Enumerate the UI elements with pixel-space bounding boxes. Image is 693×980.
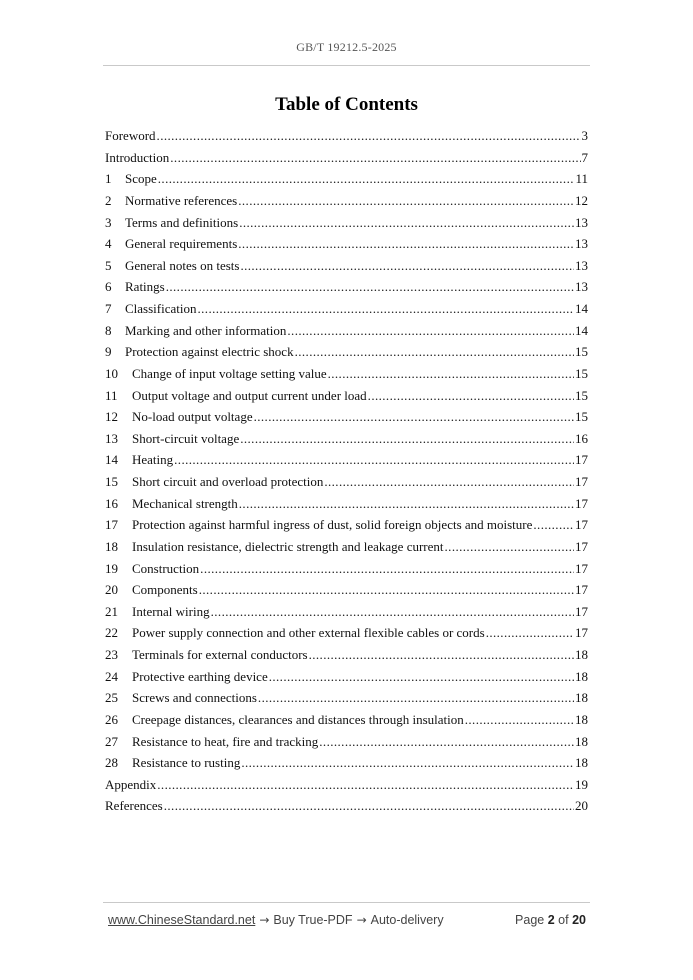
toc-entry-page: 15	[575, 344, 588, 360]
toc-dot-leader	[200, 558, 574, 580]
toc-entry-page: 11	[575, 171, 588, 187]
toc-entry-number: 23	[105, 647, 118, 662]
toc-dot-leader	[158, 168, 575, 190]
toc-dot-leader	[258, 687, 574, 709]
toc-entry-title: Heating	[132, 452, 174, 468]
toc-entry[interactable]	[105, 601, 588, 623]
toc-entry[interactable]	[105, 471, 588, 493]
toc-title: Table of Contents	[275, 94, 418, 115]
toc-entry-number: 27	[105, 733, 118, 749]
toc-entry-page: 17	[575, 452, 588, 468]
page-total: 20	[572, 913, 586, 927]
toc-entry-number: 15	[105, 474, 118, 489]
toc-entry-number: 19	[105, 560, 118, 576]
page-indicator	[515, 913, 586, 927]
header-divider	[103, 65, 590, 66]
toc-entry-title: Creepage distances, clearances and distances through insulation	[132, 711, 464, 727]
toc-dot-leader	[211, 601, 574, 623]
toc-dot-leader	[198, 298, 575, 320]
toc-entry-page: 17	[575, 603, 588, 619]
toc-entry-page: 18	[575, 690, 588, 706]
toc-dot-leader	[295, 341, 574, 363]
toc-entry[interactable]	[105, 385, 588, 407]
toc-entry-title: Short circuit and overload protection	[132, 474, 324, 489]
toc-entry-title: Insulation resistance, dielectric strength and leakage current	[132, 538, 444, 554]
toc-entry-number: 3	[105, 214, 112, 230]
toc-entry-page: 13	[575, 214, 588, 230]
toc-entry-number: 4	[105, 236, 112, 252]
toc-entry[interactable]	[105, 233, 588, 255]
toc-entry-number: 28	[105, 755, 118, 771]
toc-entry-title: References	[105, 798, 163, 814]
toc-entry-page: 17	[575, 625, 588, 641]
toc-entry-number: 18	[105, 538, 118, 554]
toc-entry-page: 17	[575, 560, 588, 576]
toc-entry[interactable]	[105, 514, 588, 536]
toc-entry-title: Scope	[125, 171, 157, 187]
right-arrow-icon: →	[356, 913, 367, 927]
toc-entry-page: 7	[581, 149, 588, 165]
toc-entry[interactable]	[105, 449, 588, 471]
toc-entry-title: General requirements	[125, 236, 238, 252]
toc-entry-number: 7	[105, 301, 112, 316]
toc-entry-page: 18	[575, 733, 588, 749]
toc-entry-title: Marking and other information	[125, 322, 287, 338]
toc-dot-leader	[239, 212, 574, 234]
toc-entry[interactable]	[105, 428, 588, 450]
toc-entry-number: 26	[105, 711, 118, 727]
toc-entry[interactable]	[105, 579, 588, 601]
table-of-contents	[105, 125, 588, 817]
toc-entry[interactable]	[105, 255, 588, 277]
footer-links	[108, 913, 444, 927]
toc-entry-title: Terminals for external conductors	[132, 647, 308, 662]
toc-entry-number: 12	[105, 409, 118, 425]
toc-entry-number: 9	[105, 344, 112, 360]
toc-entry-title: Resistance to heat, fire and tracking	[132, 733, 319, 749]
toc-dot-leader	[309, 644, 574, 666]
page-footer	[108, 913, 586, 927]
toc-entry[interactable]	[105, 795, 588, 817]
toc-entry-number: 20	[105, 582, 118, 598]
toc-dot-leader	[238, 233, 574, 255]
toc-dot-leader	[240, 255, 574, 277]
toc-dot-leader	[240, 428, 574, 450]
toc-entry[interactable]	[105, 731, 588, 753]
toc-entry-number: 13	[105, 430, 118, 446]
footer-divider	[103, 902, 590, 903]
toc-entry-page: 17	[575, 495, 588, 511]
toc-entry-number: 6	[105, 279, 112, 295]
toc-entry-number: 21	[105, 603, 118, 619]
toc-dot-leader	[328, 363, 574, 385]
toc-entry-title: Appendix	[105, 776, 157, 792]
toc-entry-title: Screws and connections	[132, 690, 257, 706]
right-arrow-icon: →	[259, 913, 270, 927]
toc-dot-leader	[157, 125, 581, 147]
toc-dot-leader	[533, 514, 574, 536]
toc-entry-page: 18	[575, 711, 588, 727]
toc-dot-leader	[465, 709, 574, 731]
toc-dot-leader	[287, 320, 574, 342]
toc-entry-page: 13	[575, 257, 588, 273]
toc-entry-page: 17	[575, 517, 588, 533]
toc-entry-page: 17	[575, 538, 588, 554]
page-of-label: of	[558, 913, 569, 927]
toc-dot-leader	[164, 795, 574, 817]
toc-entry-number: 24	[105, 668, 118, 684]
toc-dot-leader	[241, 752, 574, 774]
toc-entry-number: 22	[105, 625, 118, 641]
toc-entry-title: Components	[132, 582, 198, 598]
toc-entry[interactable]	[105, 752, 588, 774]
toc-entry-number: 16	[105, 495, 118, 511]
toc-entry-title: Introduction	[105, 149, 170, 165]
toc-entry[interactable]	[105, 168, 588, 190]
toc-dot-leader	[239, 493, 574, 515]
toc-entry-title: Terms and definitions	[125, 214, 239, 230]
toc-entry[interactable]	[105, 774, 588, 796]
toc-entry-page: 19	[575, 776, 588, 792]
toc-entry[interactable]	[105, 558, 588, 580]
toc-entry-page: 18	[575, 755, 588, 771]
toc-entry-title: Protection against harmful ingress of dust, solid foreign objects and moisture	[132, 517, 533, 533]
toc-entry[interactable]	[105, 212, 588, 234]
toc-entry[interactable]	[105, 276, 588, 298]
toc-entry-page: 17	[575, 582, 588, 598]
toc-dot-leader	[486, 622, 574, 644]
toc-entry-title: Internal wiring	[132, 603, 210, 619]
toc-dot-leader	[445, 536, 574, 558]
toc-entry-number: 8	[105, 322, 112, 338]
toc-entry-title: Normative references	[125, 192, 238, 208]
toc-entry-number: 25	[105, 690, 118, 706]
toc-entry-title: Construction	[132, 560, 200, 576]
toc-entry-page: 18	[575, 647, 588, 662]
toc-entry-page: 15	[575, 387, 588, 403]
toc-dot-leader	[199, 579, 574, 601]
toc-entry-title: Power supply connection and other external flexible cables or cords	[132, 625, 485, 641]
toc-entry-title: Classification	[125, 301, 197, 316]
toc-dot-leader	[174, 449, 574, 471]
toc-entry[interactable]	[105, 644, 588, 666]
toc-dot-leader	[368, 385, 574, 407]
toc-entry[interactable]	[105, 687, 588, 709]
toc-entry-page: 18	[575, 668, 588, 684]
toc-entry[interactable]	[105, 536, 588, 558]
toc-entry-title: General notes on tests	[125, 257, 240, 273]
toc-dot-leader	[324, 471, 574, 493]
toc-entry-page: 16	[575, 430, 588, 446]
auto-delivery-label: Auto-delivery	[370, 913, 444, 927]
toc-entry-page: 14	[575, 322, 588, 338]
toc-entry-page: 15	[575, 409, 588, 425]
toc-entry-page: 17	[575, 474, 588, 489]
toc-entry-number: 14	[105, 452, 118, 468]
toc-dot-leader	[319, 731, 574, 753]
toc-entry[interactable]	[105, 125, 588, 147]
toc-entry-title: Foreword	[105, 128, 156, 143]
buy-true-pdf-link[interactable]: Buy True-PDF	[273, 913, 353, 927]
toc-entry-title: Ratings	[125, 279, 165, 295]
toc-entry-number: 1	[105, 171, 112, 187]
toc-entry[interactable]	[105, 363, 588, 385]
toc-dot-leader	[238, 190, 574, 212]
toc-entry-number: 10	[105, 365, 118, 381]
toc-dot-leader	[170, 147, 580, 169]
toc-entry-page: 15	[575, 365, 588, 381]
toc-entry-title: Mechanical strength	[132, 495, 238, 511]
page-label: Page	[515, 913, 545, 927]
toc-entry[interactable]	[105, 666, 588, 688]
toc-entry-title: Resistance to rusting	[132, 755, 241, 771]
toc-entry-title: Protection against electric shock	[125, 344, 294, 360]
toc-entry[interactable]	[105, 147, 588, 169]
toc-dot-leader	[254, 406, 574, 428]
toc-dot-leader	[166, 276, 574, 298]
toc-entry[interactable]	[105, 493, 588, 515]
toc-entry-title: Change of input voltage setting value	[132, 365, 327, 381]
site-link[interactable]: www.ChineseStandard.net	[108, 913, 256, 927]
toc-entry-page: 3	[581, 128, 588, 143]
toc-entry-number: 11	[105, 387, 118, 403]
document-header-code: GB/T 19212.5-2025	[296, 40, 397, 54]
toc-entry-number: 2	[105, 192, 112, 208]
toc-entry[interactable]	[105, 622, 588, 644]
toc-entry[interactable]	[105, 298, 588, 320]
toc-entry-page: 20	[575, 798, 588, 814]
toc-entry-title: Output voltage and output current under load	[132, 387, 367, 403]
toc-entry-page: 14	[575, 301, 588, 316]
toc-entry[interactable]	[105, 320, 588, 342]
toc-entry[interactable]	[105, 341, 588, 363]
toc-entry[interactable]	[105, 190, 588, 212]
toc-entry-page: 12	[575, 192, 588, 208]
toc-dot-leader	[269, 666, 574, 688]
page-current: 2	[547, 913, 555, 927]
toc-entry-title: Protective earthing device	[132, 668, 268, 684]
toc-entry-title: No-load output voltage	[132, 409, 253, 425]
toc-entry-number: 5	[105, 257, 112, 273]
toc-entry[interactable]	[105, 406, 588, 428]
toc-entry-title: Short-circuit voltage	[132, 430, 240, 446]
toc-dot-leader	[157, 774, 574, 796]
toc-entry-page: 13	[575, 279, 588, 295]
toc-entry-number: 17	[105, 517, 118, 533]
toc-entry[interactable]	[105, 709, 588, 731]
toc-entry-page: 13	[575, 236, 588, 252]
